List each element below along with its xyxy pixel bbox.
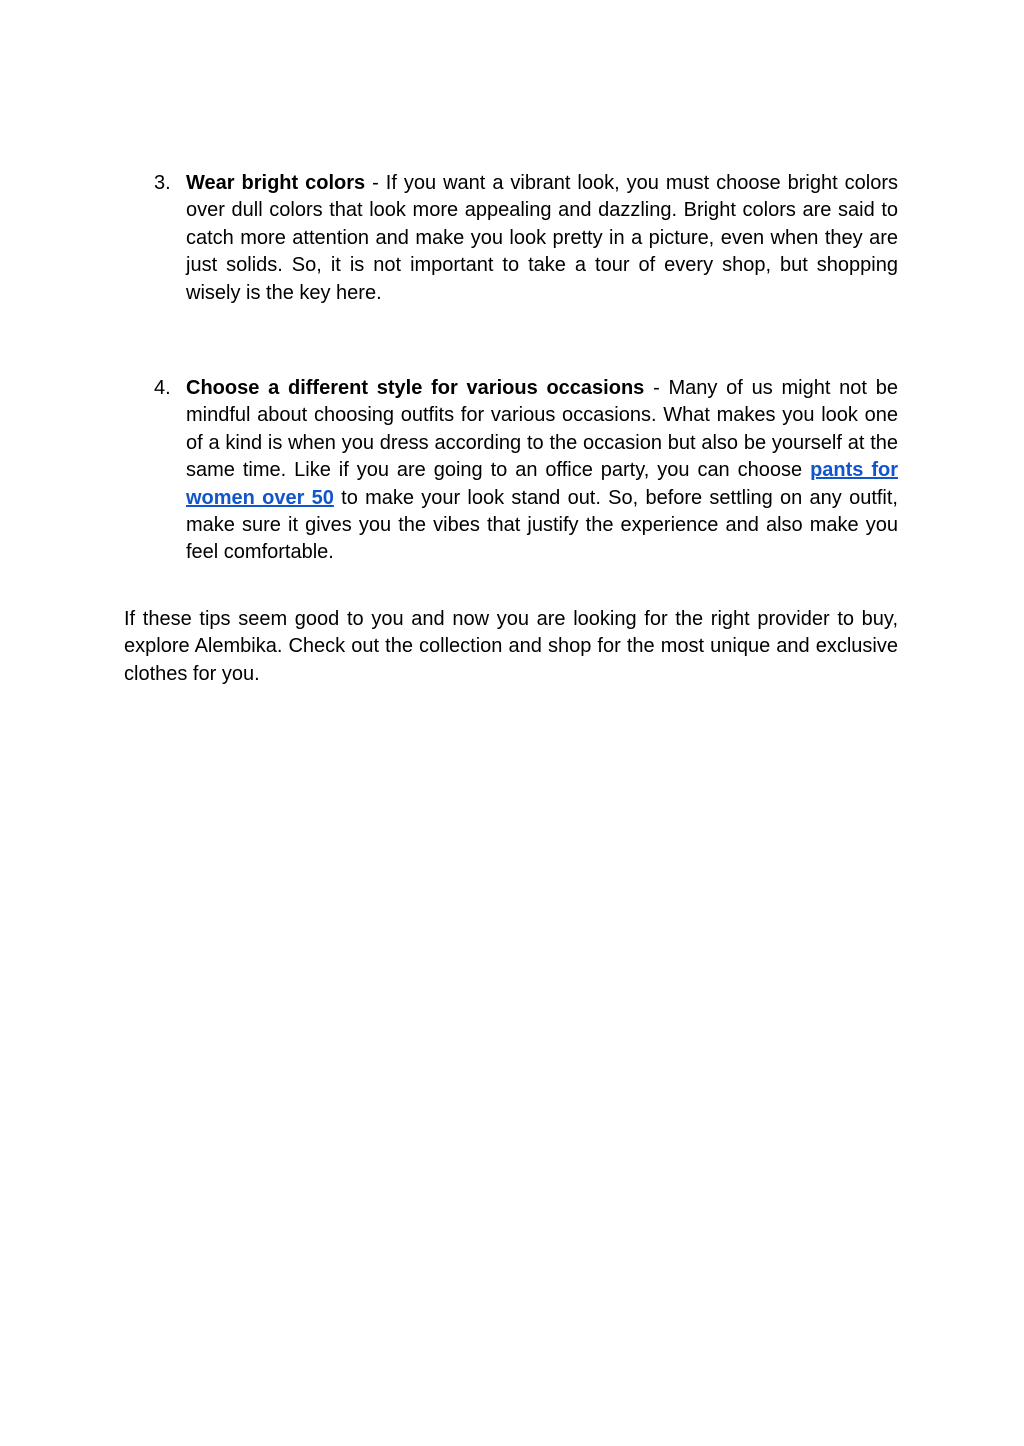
- list-item-3-text: [186, 170, 898, 307]
- list-item-4-text: [186, 375, 898, 567]
- list-item-4-heading: Choose a different style for various occasions: [186, 377, 645, 399]
- pants-for-women-link[interactable]: pants for women over 50: [186, 459, 899, 509]
- list-item-3: [124, 170, 898, 307]
- list-item-4: [124, 375, 898, 567]
- list-number-3: 3.: [154, 172, 171, 194]
- closing-paragraph: If these tips seem good to you and now you are looking for the right provider to buy, explore Alembika. Check out the collection and shop for the most unique and exclusive clothes for you.: [124, 608, 898, 685]
- list-item-4-body-before-link: - Many of us might not be mindful about choosing outfits for various occasions. What makes you look one of a kind is when you dress according to the occasion but also be yourself at the same time. Like if you are going to an office party, you can choose: [186, 377, 898, 482]
- list-item-4-body-after-link: to make your look stand out. So, before settling on any outfit, make sure it gives you the vibes that justify the experience and also make you feel comfortable.: [186, 486, 898, 564]
- list-item-3-body: - If you want a vibrant look, you must choose bright colors over dull colors that look more appealing and dazzling. Bright colors are said to catch more attention and make you look pretty in a picture, even when they are just solids. So, it is not important to take a tour of every shop, but shopping wisely is the key here.: [186, 172, 898, 304]
- list-item-3-heading: Wear bright colors: [186, 172, 366, 194]
- list-number-4: 4.: [154, 377, 171, 399]
